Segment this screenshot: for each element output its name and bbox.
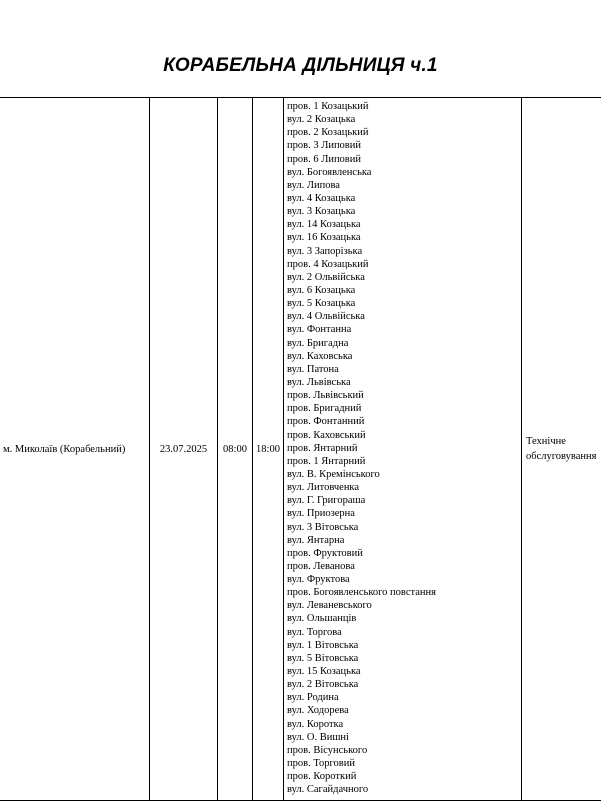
street-item: вул. Ходорева bbox=[287, 704, 521, 717]
work-type-cell bbox=[522, 98, 601, 801]
street-item: вул. Родина bbox=[287, 691, 521, 704]
street-item: вул. Торгова bbox=[287, 626, 521, 639]
city-cell: м. Миколаїв (Корабельний) bbox=[0, 98, 150, 801]
street-item: вул. Бригадна bbox=[287, 337, 521, 350]
outage-table bbox=[0, 97, 601, 801]
street-item: вул. 4 Ольвійська bbox=[287, 310, 521, 323]
end-time-cell: 18:00 bbox=[253, 98, 284, 801]
streets-cell bbox=[284, 98, 522, 801]
street-item: вул. 14 Козацька bbox=[287, 218, 521, 231]
street-item: вул. Липова bbox=[287, 179, 521, 192]
street-item: пров. Вісунського bbox=[287, 744, 521, 757]
street-item: вул. 3 Вітовська bbox=[287, 521, 521, 534]
street-item: пров. Янтарний bbox=[287, 442, 521, 455]
street-item: вул. 3 Запорізька bbox=[287, 245, 521, 258]
street-item: пров. Львівський bbox=[287, 389, 521, 402]
street-item: пров. Фруктовий bbox=[287, 547, 521, 560]
street-item: пров. 6 Липовий bbox=[287, 153, 521, 166]
street-item: вул. Леваневського bbox=[287, 599, 521, 612]
street-item: пров. Торговий bbox=[287, 757, 521, 770]
street-item: вул. 4 Козацька bbox=[287, 192, 521, 205]
street-item: вул. 16 Козацька bbox=[287, 231, 521, 244]
street-list bbox=[287, 98, 521, 800]
street-item: вул. 5 Козацька bbox=[287, 297, 521, 310]
street-item: вул. 2 Ольвійська bbox=[287, 271, 521, 284]
street-item: вул. Ольшанців bbox=[287, 612, 521, 625]
date-cell: 23.07.2025 bbox=[150, 98, 218, 801]
street-item: вул. Коротка bbox=[287, 718, 521, 731]
street-item: пров. 1 Козацький bbox=[287, 100, 521, 113]
street-item: вул. 6 Козацька bbox=[287, 284, 521, 297]
street-item: вул. О. Вишні bbox=[287, 731, 521, 744]
street-item: пров. Каховський bbox=[287, 429, 521, 442]
street-item: вул. 1 Вітовська bbox=[287, 639, 521, 652]
street-item: вул. В. Кремінського bbox=[287, 468, 521, 481]
street-item: вул. Каховська bbox=[287, 350, 521, 363]
street-item: вул. 2 Козацька bbox=[287, 113, 521, 126]
street-item: вул. Львівська bbox=[287, 376, 521, 389]
street-item: пров. Бригадний bbox=[287, 402, 521, 415]
street-item: вул. 2 Вітовська bbox=[287, 678, 521, 691]
table-row bbox=[0, 98, 601, 801]
street-item: вул. Патона bbox=[287, 363, 521, 376]
street-item: вул. Фонтанна bbox=[287, 323, 521, 336]
street-item: пров. Короткий bbox=[287, 770, 521, 783]
street-item: вул. 3 Козацька bbox=[287, 205, 521, 218]
work-type-line: Технічне bbox=[526, 434, 601, 449]
street-item: вул. Сагайдачного bbox=[287, 783, 521, 796]
street-item: пров. 2 Козацький bbox=[287, 126, 521, 139]
street-item: пров. 3 Липовий bbox=[287, 139, 521, 152]
street-item: пров. 1 Янтарний bbox=[287, 455, 521, 468]
street-item: вул. Фруктова bbox=[287, 573, 521, 586]
street-item: вул. Г. Григораша bbox=[287, 494, 521, 507]
street-item: вул. Янтарна bbox=[287, 534, 521, 547]
work-type-line: обслуговування bbox=[526, 449, 601, 464]
street-item: пров. Леванова bbox=[287, 560, 521, 573]
street-item: вул. 5 Вітовська bbox=[287, 652, 521, 665]
street-item: вул. 15 Козацька bbox=[287, 665, 521, 678]
street-item: пров. Богоявленського повстання bbox=[287, 586, 521, 599]
street-item: пров. Фонтанний bbox=[287, 415, 521, 428]
street-item: пров. 4 Козацький bbox=[287, 258, 521, 271]
street-item: вул. Богоявленська bbox=[287, 166, 521, 179]
page-title: КОРАБЕЛЬНА ДІЛЬНИЦЯ ч.1 bbox=[0, 55, 601, 77]
street-item: вул. Литовченка bbox=[287, 481, 521, 494]
start-time-cell: 08:00 bbox=[218, 98, 253, 801]
street-item: вул. Приозерна bbox=[287, 507, 521, 520]
